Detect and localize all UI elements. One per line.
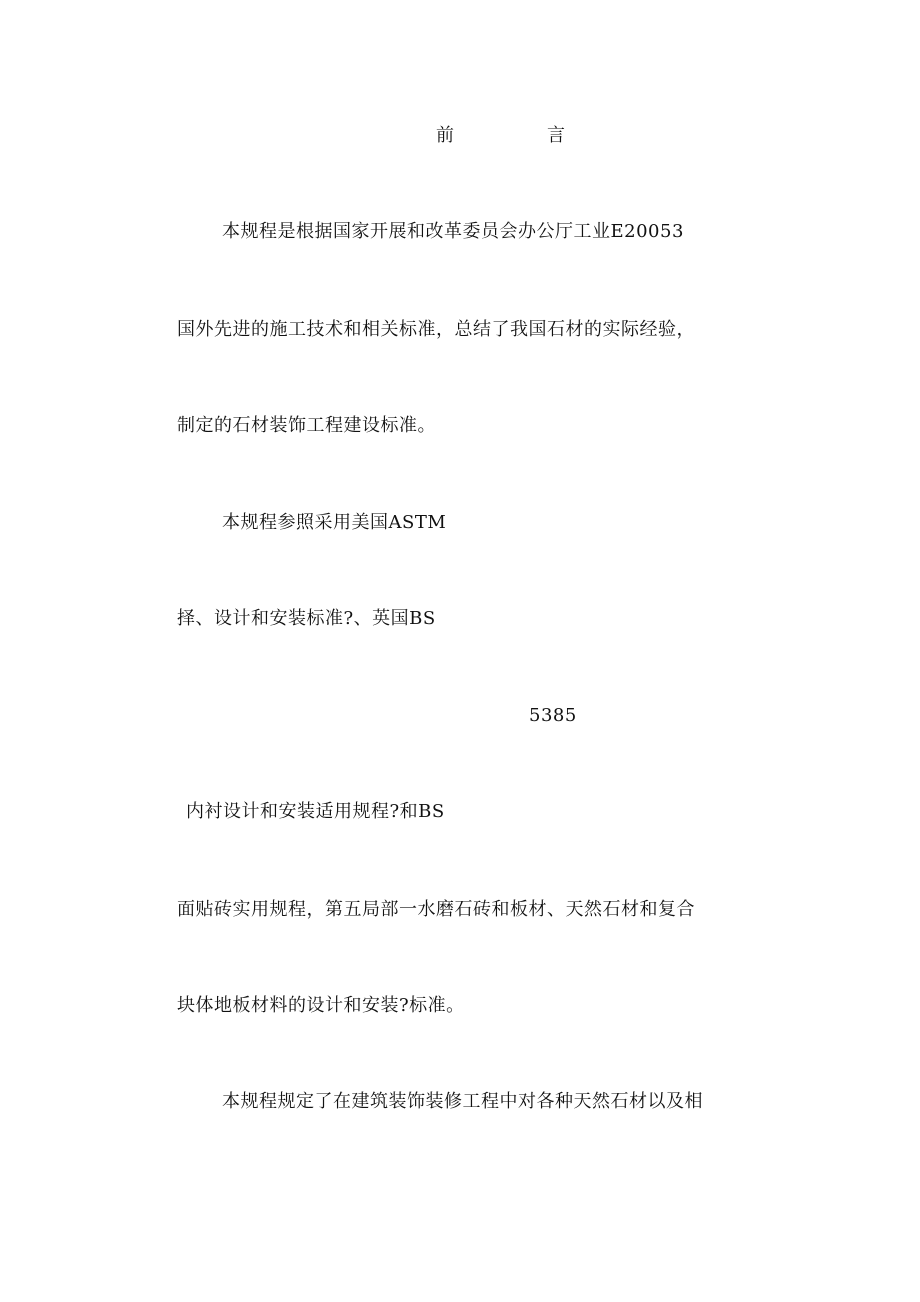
text-line-10: 本规程规定了在建筑装饰装修工程中对各种天然石材以及相 <box>222 1091 703 1112</box>
text-line-3: 制定的石材装饰工程建设标准。 <box>177 415 436 436</box>
text-line-7: 内衬设计和安装适用规程?和BS <box>186 801 445 822</box>
text-line-1: 本规程是根据国家开展和改革委员会办公厅工业E20053 <box>222 221 684 242</box>
text-line-5: 择、设计和安装标准?、英国BS <box>177 608 436 629</box>
text-line-8: 面贴砖实用规程，第五局部一水磨石砖和板材、天然石材和复合 <box>177 899 695 920</box>
text-line-9: 块体地板材料的设计和安装?标准。 <box>177 995 465 1016</box>
text-line-4: 本规程参照采用美国ASTM <box>222 512 447 533</box>
title-char-1: 前 <box>436 125 454 146</box>
text-line-2: 国外先进的施工技术和相关标准，总结了我国石材的实际经验， <box>177 319 695 340</box>
text-line-6: 5385 <box>529 705 577 726</box>
title-char-2: 言 <box>547 125 565 146</box>
